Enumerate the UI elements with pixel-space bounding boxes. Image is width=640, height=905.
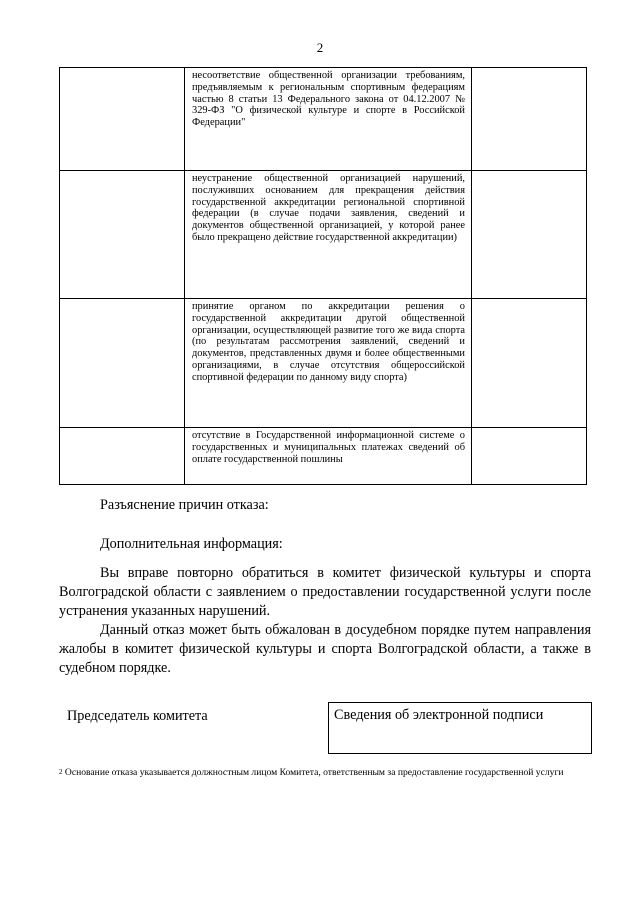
explanation-label: Разъяснение причин отказа: (100, 497, 269, 513)
table-cell-empty (472, 68, 587, 171)
appeal-paragraph: Данный отказ может быть обжалован в досудебном порядке путем направления жалобы в комитет физической культуры и спорта Волгоградской области, а также в судебном порядке. (59, 622, 591, 676)
table-cell-reason (185, 428, 472, 485)
table-cell-empty (472, 428, 587, 485)
signature-box-label: Сведения об электронной подписи (334, 707, 544, 723)
reason-text: отсутствие в Государственной информационной системе о государственных и муниципальных платежах сведений об оплате государственной пошлины (192, 430, 465, 465)
reapply-paragraph: Вы вправе повторно обратиться в комитет физической культуры и спорта Волгоградской области с заявлением о предоставлении государственной услуги после устранения указанных нарушений. (59, 565, 591, 619)
table-cell-reason (185, 299, 472, 428)
table-row (60, 428, 587, 485)
footnote (59, 767, 591, 779)
table-cell-empty (60, 299, 185, 428)
table-cell-empty (472, 171, 587, 299)
table-cell-empty (60, 428, 185, 485)
table-cell-empty (60, 68, 185, 171)
refusal-reasons-table (59, 67, 587, 485)
additional-info-label: Дополнительная информация: (100, 536, 283, 552)
page-number: 2 (316, 40, 324, 55)
reason-text: принятие органом по аккредитации решения о государственной аккредитации другой общественной организации, осуществляющей развитие того же вида спорта (по результатам рассмотрения заявлений, сведений и документов, представленных двумя и более общественными организациями, в случае отсутствия общероссийской спортивной федерации по данному виду спорта) (192, 301, 465, 383)
electronic-signature-box (328, 702, 592, 754)
table-cell-empty (60, 171, 185, 299)
table-row (60, 299, 587, 428)
footnote-text: Основание отказа указывается должностным лицом Комитета, ответственным за предоставление государственной услуги (64, 767, 564, 778)
signer-title: Председатель комитета (67, 708, 208, 724)
reason-text: несоответствие общественной организации требованиям, предъявляемым к региональным спортивным федерациям частью 8 статьи 13 Федерального закона от 04.12.2007 № 329-ФЗ "О физической культуре и спорте в Российской Федерации" (192, 70, 465, 129)
footnote-marker: 2 (59, 768, 63, 776)
table-cell-reason (185, 68, 472, 171)
table-row (60, 171, 587, 299)
reason-text: неустранение общественной организацией нарушений, послуживших основанием для прекращения действия государственной аккредитации региональной спортивной федерации (в случае подачи заявления, сведений и документов общественной организацией, у которой ранее было прекращено действие государственной аккредитации) (192, 173, 465, 243)
table-row (60, 68, 587, 171)
table-cell-reason (185, 171, 472, 299)
table-cell-empty (472, 299, 587, 428)
